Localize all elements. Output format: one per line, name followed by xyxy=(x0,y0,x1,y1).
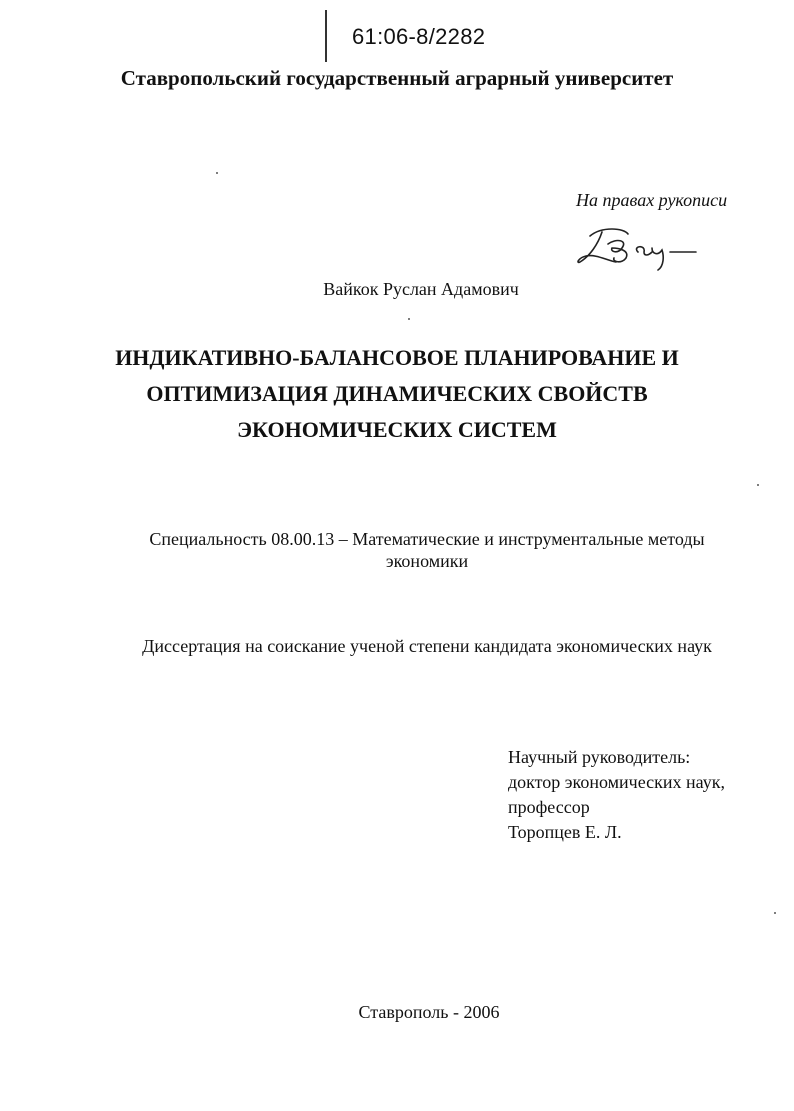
handwritten-signature xyxy=(572,222,712,272)
city-year: Ставрополь - 2006 xyxy=(358,1002,500,1022)
advisor-label: Научный руководитель: xyxy=(508,747,691,767)
advisor-degree: доктор экономических наук, xyxy=(508,772,725,792)
advisor-name: Торопцев Е. Л. xyxy=(508,822,622,842)
scientific-advisor xyxy=(508,745,725,845)
title-line: ОПТИМИЗАЦИЯ ДИНАМИЧЕСКИХ СВОЙСТВ xyxy=(146,381,648,406)
manuscript-rights-note: На правах рукописи xyxy=(576,190,728,210)
scan-artifact-dot xyxy=(757,484,759,486)
specialty-line: Специальность 08.00.13 – Математические и инструментальные методы xyxy=(149,529,705,549)
scan-artifact-line xyxy=(325,10,327,62)
dissertation-title xyxy=(0,340,794,448)
archive-stamp: 61:06-8/2282 xyxy=(352,24,486,49)
scan-artifact-dot xyxy=(408,318,410,320)
specialty-line: экономики xyxy=(385,551,469,571)
title-line: ИНДИКАТИВНО-БАЛАНСОВОЕ ПЛАНИРОВАНИЕ И xyxy=(115,345,679,370)
university-name: Ставропольский государственный аграрный университет xyxy=(120,66,674,90)
degree-statement: Диссертация на соискание ученой степени кандидата экономических наук xyxy=(142,636,712,656)
specialty xyxy=(0,528,794,572)
scan-artifact-dot xyxy=(216,172,218,174)
scan-artifact-dot xyxy=(774,912,776,914)
author-name: Вайкок Руслан Адамович xyxy=(323,279,519,299)
title-line: ЭКОНОМИЧЕСКИХ СИСТЕМ xyxy=(237,417,557,442)
advisor-rank: профессор xyxy=(508,797,590,817)
